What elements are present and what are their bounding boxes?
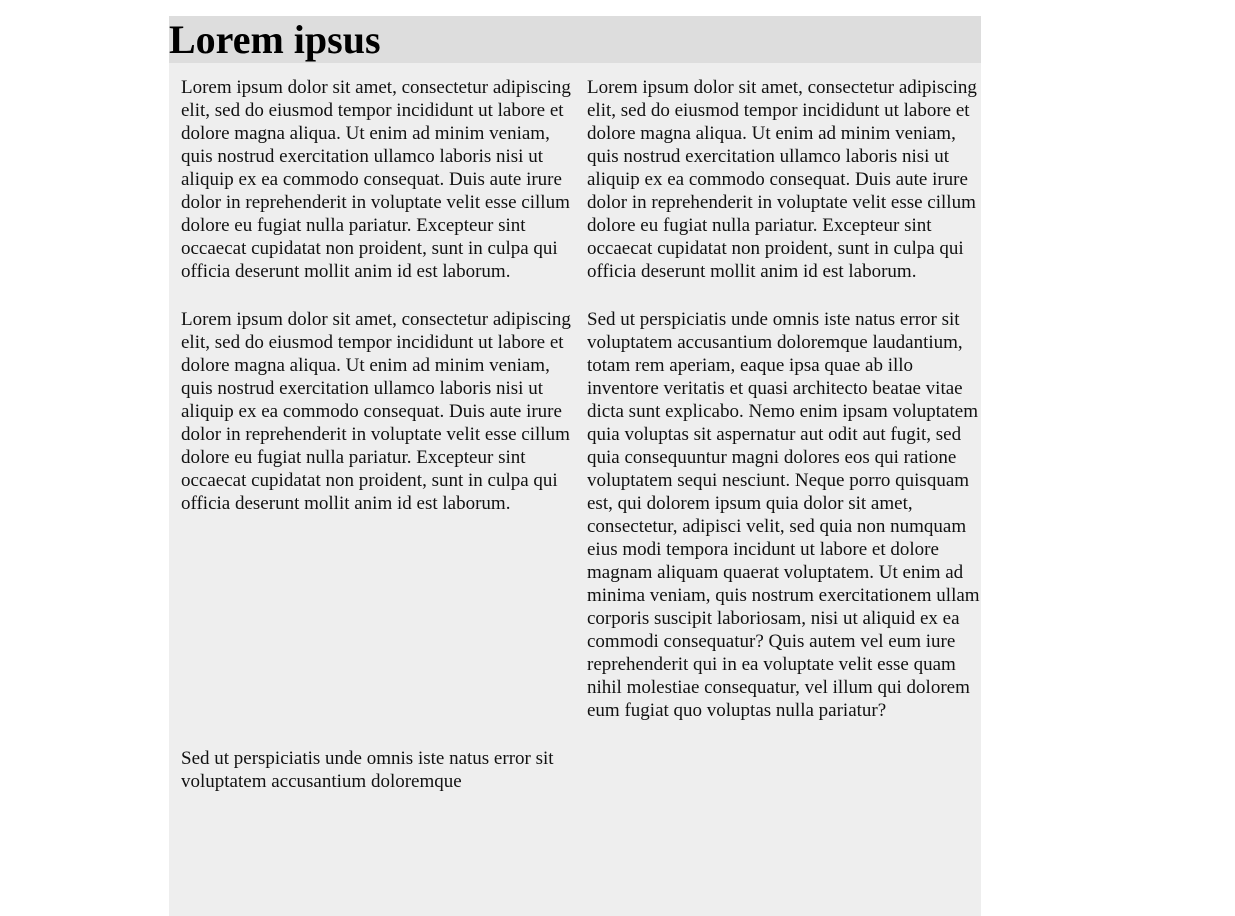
page-container xyxy=(169,16,981,916)
page-title: Lorem ipsus xyxy=(169,17,381,62)
page-header xyxy=(169,16,981,63)
article-cell: Sed ut perspiciatis unde omnis iste natus error sit voluptatem accusantium doloremque xyxy=(181,748,554,792)
article-cell: Sed ut perspiciatis unde omnis iste natus error sit voluptatem accusantium doloremque laudantium, totam rem aperiam, eaque ipsa quae ab illo inventore veritatis et quasi architecto beatae vitae dicta sunt explicabo. Nemo enim ipsam voluptatem quia voluptas sit aspernatur aut odit aut fugit, sed quia consequuntur magni dolores eos qui ratione voluptatem sequi nesciunt. Neque porro quisquam est, qui dolorem ipsum quia dolor sit amet, consectetur, adipisci velit, sed quia non numquam eius modi tempora incidunt ut labore et dolore magnam aliquam quaerat voluptatem. Ut enim ad minima veniam, quis nostrum exercitationem ullam corporis suscipit laboriosam, nisi ut aliquid ex ea commodi consequatur? Quis autem vel eum iure reprehenderit qui in ea voluptate velit esse quam nihil molestiae consequatur, vel illum qui dolorem eum fugiat quo voluptas nulla pariatur? xyxy=(587,309,980,721)
article-cell: Lorem ipsum dolor sit amet, consectetur adipiscing elit, sed do eiusmod tempor incididunt ut labore et dolore magna aliqua. Ut enim ad minim veniam, quis nostrud exercitation ullamco laboris nisi ut aliquip ex ea commodo consequat. Duis aute irure dolor in reprehenderit in voluptate velit esse cillum dolore eu fugiat nulla pariatur. Excepteur sint occaecat cupidatat non proident, sunt in culpa qui officia deserunt mollit anim id est laborum. xyxy=(587,77,977,282)
article-cell: Lorem ipsum dolor sit amet, consectetur adipiscing elit, sed do eiusmod tempor incididunt ut labore et dolore magna aliqua. Ut enim ad minim veniam, quis nostrud exercitation ullamco laboris nisi ut aliquip ex ea commodo consequat. Duis aute irure dolor in reprehenderit in voluptate velit esse cillum dolore eu fugiat nulla pariatur. Excepteur sint occaecat cupidatat non proident, sunt in culpa qui officia deserunt mollit anim id est laborum. xyxy=(181,77,571,282)
article-grid xyxy=(169,63,981,818)
article-cell: Lorem ipsum dolor sit amet, consectetur adipiscing elit, sed do eiusmod tempor incididunt ut labore et dolore magna aliqua. Ut enim ad minim veniam, quis nostrud exercitation ullamco laboris nisi ut aliquip ex ea commodo consequat. Duis aute irure dolor in reprehenderit in voluptate velit esse cillum dolore eu fugiat nulla pariatur. Excepteur sint occaecat cupidatat non proident, sunt in culpa qui officia deserunt mollit anim id est laborum. xyxy=(181,309,571,514)
